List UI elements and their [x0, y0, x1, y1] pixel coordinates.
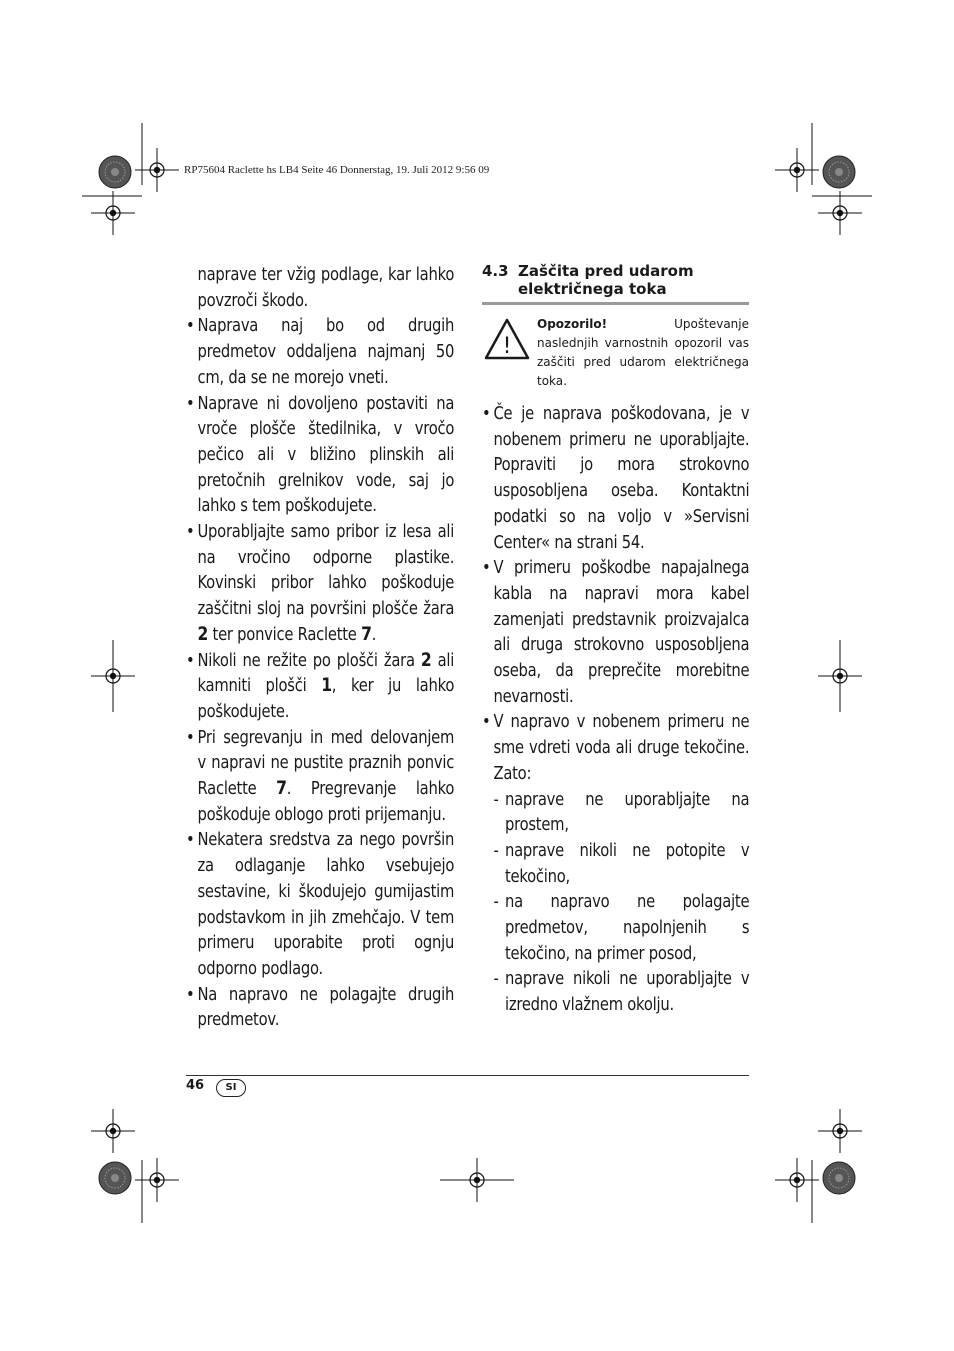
bullet-glyph: •	[482, 403, 491, 424]
dash-glyph: -	[493, 839, 499, 861]
bullet-glyph: •	[482, 711, 491, 733]
bullet-glyph: •	[186, 983, 195, 1005]
bullet-glyph: •	[186, 315, 195, 337]
warning-label: Opozorilo!	[537, 317, 608, 331]
sub-item-text: na napravo ne polagajte predmetov, napolnjenih s tekočino, na primer posod,	[504, 891, 750, 964]
bullet-text: .	[371, 623, 377, 645]
bullet-text: ter ponvice Raclette	[212, 623, 357, 645]
part-reference-number: 1	[321, 674, 332, 697]
language-badge: SI	[216, 1079, 246, 1097]
print-header: RP75604 Raclette hs LB4 Seite 46 Donnerstag, 19. Juli 2012 9:56 09	[184, 164, 490, 176]
bullet-text: Nikoli ne režite po plošči žara	[197, 649, 415, 671]
dash-glyph: -	[493, 788, 499, 810]
bullet-text: V napravo v nobenem primeru ne sme vdreti voda ali druge tekočine. Zato:	[493, 711, 750, 784]
page-number: 46	[186, 1078, 205, 1093]
bullet-text: , ker ju lahko poškodujete.	[197, 675, 455, 722]
bullet-text: V primeru poškodbe napajalnega kabla na napravi mora kabel zamenjati predstavnik proizvajalca ali druga strokovno usposobljena oseba, da preprečite morebitne nevarnosti.	[493, 557, 750, 707]
part-reference-number: 2	[420, 648, 432, 671]
bullet-text: Uporabljajte samo pribor iz lesa ali na vročino odporne plastike. Kovinski pribor lahko poškoduje zaščitni sloj na površini plošče žara	[197, 521, 455, 620]
sub-item-text: naprave nikoli ne uporabljajte v izredno vlažnem okolju.	[504, 968, 750, 1016]
sub-item-text: naprave ne uporabljajte na prostem,	[504, 788, 750, 836]
bullet-text: . Pregrevanje lahko poškoduje oblogo proti prijemanju.	[197, 778, 455, 825]
svg-text:!: !	[502, 334, 512, 359]
bullet-text: Nekatera sredstva za nego površin za odlaganje lahko vsebujejo sestavine, ki škodujejo gumijastim podstavkom in jih zmehčajo. V tem primeru uporabite proti ognju odporno podlago.	[197, 829, 455, 979]
bullet-text: Naprava naj bo od drugih predmetov oddaljena najmanj 50 cm, da se ne morejo vneti.	[197, 315, 455, 388]
bullet-text: Na napravo ne polagajte drugih predmetov.	[197, 983, 455, 1031]
bullet-text: Pri segrevanju in med delovanjem v napravi ne pustite praznih ponvic Raclette	[197, 726, 455, 800]
bullet-text: Naprave ni dovoljeno postaviti na vroče plošče štedilnika, v vročo pečico ali v bližino plinskih ali pretočnih grelnikov vode, saj jo lahko s tem poškodujete.	[197, 392, 455, 517]
bullet-glyph: •	[186, 829, 195, 851]
dash-glyph: -	[493, 891, 499, 913]
bullet-text: ali kamniti plošči	[197, 649, 455, 697]
bullet-glyph: •	[186, 521, 195, 543]
part-reference-number: 2	[197, 622, 209, 645]
bullet-glyph: •	[186, 649, 195, 671]
section-number: 4.3	[482, 262, 509, 280]
bullet-glyph: •	[186, 392, 195, 414]
part-reference-number: 7	[361, 622, 372, 645]
dash-glyph: -	[493, 968, 499, 990]
warning-body: Upoštevanje naslednjih varnostnih opozoril vas zaščiti pred udarom električnega toka.	[537, 317, 749, 388]
section-title: Zaščita pred udarom električnega toka	[518, 262, 694, 298]
lead-text: naprave ter vžig podlage, kar lahko povzroči škodo.	[197, 264, 455, 311]
bullet-glyph: •	[186, 726, 195, 748]
sub-item-text: naprave nikoli ne potopite v tekočino,	[504, 839, 750, 887]
bullet-text: Če je naprava poškodovana, je v nobenem primeru ne uporabljajte. Popraviti jo mora strokovno usposobljena oseba. Kontaktni podatki so na voljo v »Servisni Center« na strani 54.	[493, 403, 750, 553]
part-reference-number: 7	[276, 777, 287, 800]
bullet-glyph: •	[482, 557, 491, 579]
